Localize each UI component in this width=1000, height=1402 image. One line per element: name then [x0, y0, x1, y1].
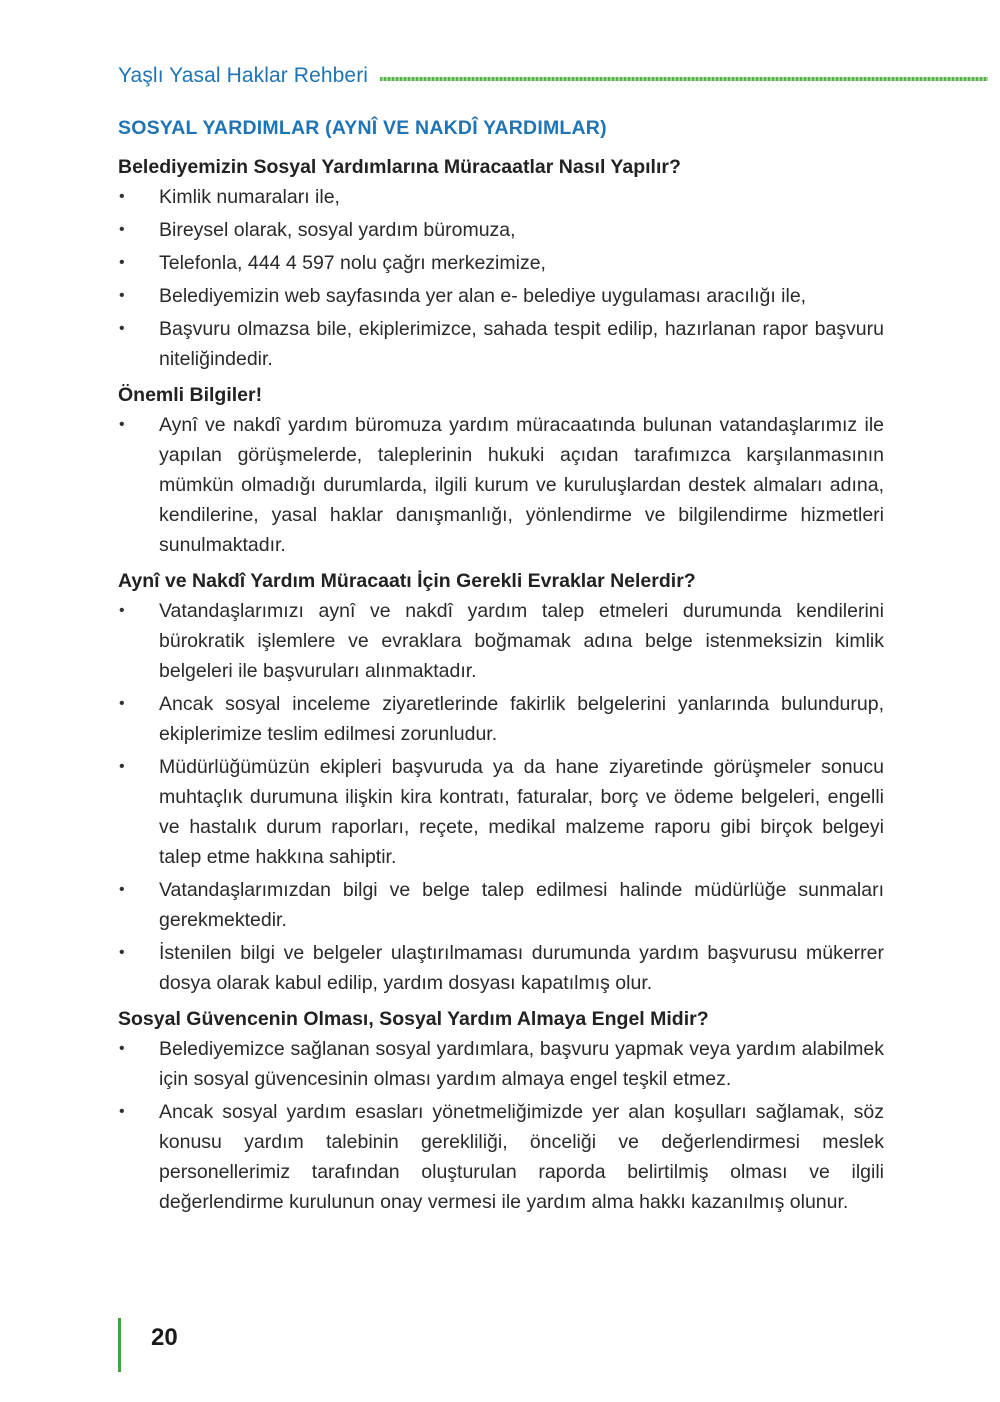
social-security-list — [118, 1034, 884, 1217]
list-item: • Vatandaşlarımızı aynî ve nakdî yardım talep etmeleri durumunda kendilerini bürokratik işlemlere ve evraklara boğmamak adına belge istenmeksizin kimlik belgeleri ile başvuruları alınmaktadır. — [118, 596, 884, 686]
list-item: • İstenilen bilgi ve belgeler ulaştırılmaması durumunda yardım başvurusu mükerrer dosya olarak kabul edilip, yardım dosyası kapatılmış olur. — [118, 938, 884, 998]
page-number: 20 — [151, 1324, 178, 1351]
heading-social-security: Sosyal Güvencenin Olması, Sosyal Yardım Almaya Engel Midir? — [118, 1008, 709, 1030]
list-item: • Belediyemizce sağlanan sosyal yardımlara, başvuru yapmak veya yardım alabilmek için sosyal güvencesinin olması yardım almaya engel teşkil etmez. — [118, 1034, 884, 1094]
list-item: • Bireysel olarak, sosyal yardım büromuza, — [118, 215, 884, 245]
list-item: • Müdürlüğümüzün ekipleri başvuruda ya da hane ziyaretinde görüşmeler sonucu muhtaçlık durumuna ilişkin kira kontratı, faturalar, borç ve ödeme belgeleri, engelli ve hastalık durum raporları, reçete, medikal malzeme raporu gibi birçok belgeyi talep etme hakkına sahiptir. — [118, 752, 884, 872]
bullet-icon: • — [119, 881, 125, 898]
bullet-icon: • — [119, 695, 125, 712]
bullet-icon: • — [119, 416, 125, 433]
list-item: • Başvuru olmazsa bile, ekiplerimizce, sahada tespit edilip, hazırlanan rapor başvuru niteliğindedir. — [118, 314, 884, 374]
list-item: • Vatandaşlarımızdan bilgi ve belge talep edilmesi halinde müdürlüğe sunmaları gerekmektedir. — [118, 875, 884, 935]
application-methods-list — [118, 182, 884, 374]
bullet-icon: • — [119, 944, 125, 961]
main-content — [118, 114, 884, 1220]
section-title: SOSYAL YARDIMLAR (AYNÎ VE NAKDÎ YARDIMLAR) — [118, 117, 607, 139]
list-item: • Kimlik numaraları ile, — [118, 182, 884, 212]
list-item: • Ancak sosyal inceleme ziyaretlerinde fakirlik belgelerini yanlarında bulundurup, ekiplerimize teslim edilmesi zorunludur. — [118, 689, 884, 749]
important-info-list — [118, 410, 884, 560]
required-documents-list — [118, 596, 884, 998]
heading-important-info: Önemli Bilgiler! — [118, 384, 263, 406]
bullet-icon: • — [119, 287, 125, 304]
bullet-icon: • — [119, 188, 125, 205]
heading-required-documents: Aynî ve Nakdî Yardım Müracaatı İçin Gerekli Evraklar Nelerdir? — [118, 570, 696, 592]
bullet-icon: • — [119, 1040, 125, 1057]
list-item: • Ancak sosyal yardım esasları yönetmeliğimizde yer alan koşulları sağlamak, söz konusu yardım talebinin gerekliliği, önceliği ve değerlendirmesi meslek personellerimiz tarafından oluşturulan raporda belirtilmiş olması ve ilgili değerlendirme kurulunun onay vermesi ile yardım alma hakkı kazanılmış olunur. — [118, 1097, 884, 1217]
document-title: Yaşlı Yasal Haklar Rehberi — [118, 64, 369, 87]
list-item: • Belediyemizin web sayfasında yer alan e- belediye uygulaması aracılığı ile, — [118, 281, 884, 311]
list-item: • Aynî ve nakdî yardım büromuza yardım müracaatında bulunan vatandaşlarımız ile yapılan görüşmelerde, taleplerinin hukuki açıdan tarafımızca karşılanmasının mümkün olmadığı durumlarda, ilgili kurum ve kuruluşlardan destek almaları adına, kendilerine, yasal haklar danışmanlığı, yönlendirme ve bilgilendirme hizmetleri sunulmaktadır. — [118, 410, 884, 560]
bullet-icon: • — [119, 320, 125, 337]
bullet-icon: • — [119, 758, 125, 775]
header-divider — [380, 77, 988, 81]
bullet-icon: • — [119, 221, 125, 238]
list-item: • Telefonla, 444 4 597 nolu çağrı merkezimize, — [118, 248, 884, 278]
page-footer — [118, 1318, 178, 1372]
bullet-icon: • — [119, 254, 125, 271]
footer-accent-bar — [118, 1318, 121, 1372]
bullet-icon: • — [119, 1103, 125, 1120]
page-header — [118, 60, 988, 92]
bullet-icon: • — [119, 602, 125, 619]
heading-application-methods: Belediyemizin Sosyal Yardımlarına Müracaatlar Nasıl Yapılır? — [118, 156, 681, 178]
